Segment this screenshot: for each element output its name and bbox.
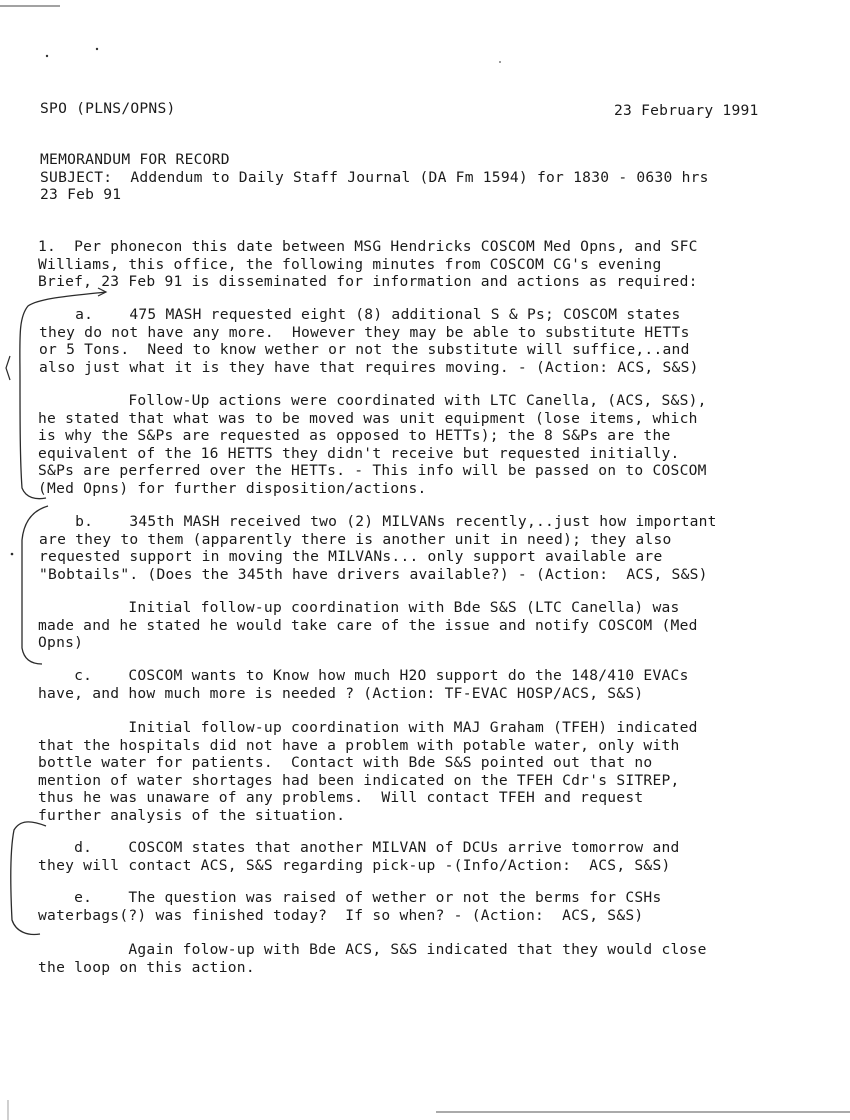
- margin-dot: [11, 553, 14, 556]
- memo-subject-date: 23 Feb 91: [40, 186, 122, 203]
- office-symbol: SPO (PLNS/OPNS): [40, 100, 176, 117]
- item-a-followup: Follow-Up actions were coordinated with LTC Canella, (ACS, S&S), he stated that what was to be moved was unit equipment (lose items, which is why the S&Ps are requested as opposed to HETTs); the 8 S&Ps are the equivalent of the 16 HETTS they didn't receive but requested initially. S&Ps are perferred over the HETTs. - This info will be passed on to COSCOM (Med Opns) for further disposition/actions.: [38, 392, 707, 497]
- item-b: b. 345th MASH received two (2) MILVANs recently,..just how important are they to them (apparently there is another unit in need); they also requested support in moving the MILVANs... only support available are "Bobtails". (Does the 345th have drivers available?) - (Action: ACS, S&S): [39, 513, 717, 583]
- margin-tick: [6, 356, 10, 380]
- scan-speck: [46, 55, 48, 57]
- memo-subject: SUBJECT: Addendum to Daily Staff Journal (DA Fm 1594) for 1830 - 0630 hrs: [40, 169, 709, 186]
- item-c: c. COSCOM wants to Know how much H2O support do the 148/410 EVACs have, and how much more is needed ? (Action: TF-EVAC HOSP/ACS, S&S): [38, 667, 689, 702]
- paragraph-1: 1. Per phonecon this date between MSG Hendricks COSCOM Med Opns, and SFC Williams, this office, the following minutes from COSCOM CG's evening Brief, 23 Feb 91 is disseminated for information and actions as required:: [38, 238, 698, 290]
- item-e-followup: Again folow-up with Bde ACS, S&S indicated that they would close the loop on this action.: [38, 941, 707, 976]
- scan-speck: [499, 61, 501, 63]
- item-d: d. COSCOM states that another MILVAN of DCUs arrive tomorrow and they will contact ACS, S&S regarding pick-up -(Info/Action: ACS, S&S): [38, 839, 680, 874]
- item-c-followup: Initial follow-up coordination with MAJ Graham (TFEH) indicated that the hospitals did not have a problem with potable water, only with bottle water for patients. Contact with Bde S&S pointed out that no mention of water shortages had been indicated on the TFEH Cdr's SITREP, thus he was unaware of any problems. Will contact TFEH and request further analysis of the situation.: [38, 719, 698, 824]
- item-e: e. The question was raised of wether or not the berms for CSHs waterbags(?) was finished today? If so when? - (Action: ACS, S&S): [38, 889, 662, 924]
- memo-date: 23 February 1991: [614, 102, 759, 119]
- scan-speck: [96, 48, 98, 50]
- item-b-followup: Initial follow-up coordination with Bde S&S (LTC Canella) was made and he stated he would take care of the issue and notify COSCOM (Med Opns): [38, 599, 698, 651]
- item-a: a. 475 MASH requested eight (8) additional S & Ps; COSCOM states they do not have any more. However they may be able to substitute HETTs or 5 Tons. Need to know wether or not the substitute will suffice,..and also just what it is they have that requires moving. - (Action: ACS, S&S): [39, 306, 699, 376]
- memo-title: MEMORANDUM FOR RECORD: [40, 151, 230, 168]
